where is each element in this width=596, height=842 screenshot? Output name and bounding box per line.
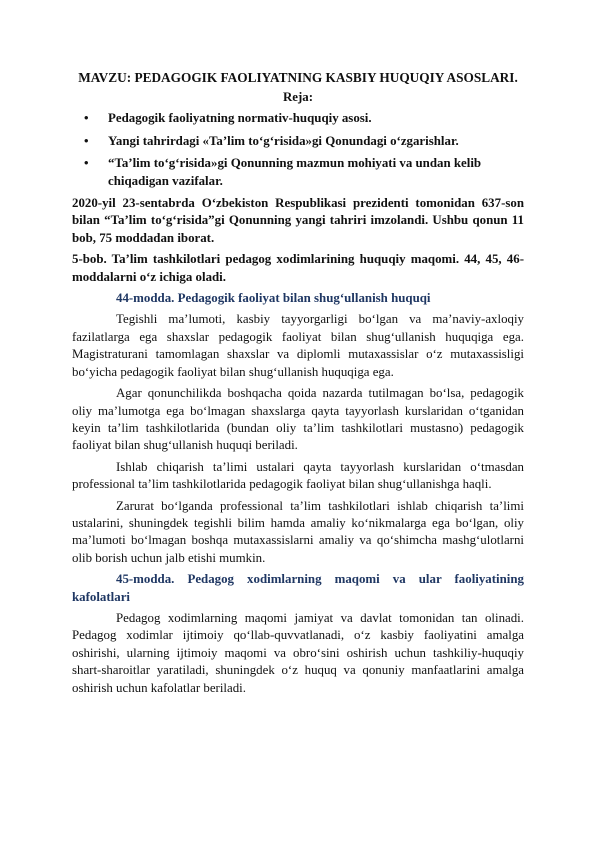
bullet-icon: • bbox=[84, 133, 89, 148]
article-45-heading: 45-modda. Pedagog xodimlarning maqomi va ular faoliyatining kafolatlari bbox=[72, 572, 524, 604]
plan-item bbox=[72, 155, 524, 190]
document-body bbox=[72, 69, 524, 701]
bullet-icon: • bbox=[84, 156, 89, 171]
plan-item-text: Pedagogik faoliyatning normativ-huquqiy asosi. bbox=[108, 111, 372, 126]
plan-item bbox=[72, 133, 524, 150]
plan-item-text: Yangi tahrirdagi «Ta’lim to‘g‘risida»gi Qonundagi o‘zgarishlar. bbox=[108, 133, 459, 148]
plan-list bbox=[72, 110, 524, 190]
document-title: MAVZU: PEDAGOGIK FAOLIYATNING KASBIY HUQUQIY ASOSLARI. bbox=[78, 70, 518, 85]
article-44-paragraph: Tegishli ma’lumoti, kasbiy tayyorgarligi bo‘lgan va ma’naviy-axloqiy fazilatlarga ega shaxslar pedagogik faoliyat bilan shug‘ullanish huquqiga ega. Magistraturani tamomlagan shaxslar va diplomli mutaxassislar o‘z mutaxassisligi bo‘yicha pedagogik faoliyat bilan shug‘ullanish huquqiga ega. bbox=[72, 312, 524, 379]
article-44-paragraph: Zarurat bo‘lganda professional ta’lim tashkilotlari ishlab chiqarish ta’limi ustalarini, shuningdek tegishli bilim hamda amaliy ko‘nikmalarga ega bo‘lgan, oliy ma’lumoti bo‘lmagan boshqa mutaxassislarni amaliy va qo‘shimcha mashg‘ulotlarni olib borish uchun jalb etishi mumkin. bbox=[72, 498, 524, 565]
intro-paragraph: 2020-yil 23-sentabrda O‘zbekiston Respublikasi prezidenti tomonidan 637-son bilan “Ta’lim to‘g‘risida”gi Qonunning yangi tahriri imzolandi. Ushbu qonun 11 bob, 75 moddadan iborat. bbox=[72, 196, 524, 245]
plan-label: Reja: bbox=[282, 90, 314, 104]
chapter-paragraph: 5-bob. Ta’lim tashkilotlari pedagog xodimlarining huquqiy maqomi. 44, 45, 46-moddalarni o‘z ichiga oladi. bbox=[72, 252, 524, 284]
article-44-paragraph: Agar qonunchilikda boshqacha qoida nazarda tutilmagan bo‘lsa, pedagogik oliy ma’lumotga ega bo‘lmagan shaxslarga qayta tayyorlash kurslaridan o‘tganidan keyin ta’lim tashkilotlarida (bundan oliy ta’lim tashkilotlari mustasno) pedagogik faoliyat bilan shug‘ullanish huquqi beriladi. bbox=[72, 386, 524, 453]
article-44-heading: 44-modda. Pedagogik faoliyat bilan shug‘ullanish huquqi bbox=[116, 291, 431, 306]
plan-item-text: “Ta’lim to‘g‘risida»gi Qonunning mazmun mohiyati va undan kelib chiqadigan vazifalar. bbox=[108, 156, 482, 188]
bullet-icon: • bbox=[84, 111, 89, 126]
plan-item bbox=[72, 110, 524, 127]
article-44-paragraph: Ishlab chiqarish ta’limi ustalari qayta tayyorlash kurslaridan o‘tmasdan professional ta’lim tashkilotlarida pedagogik faoliyat bilan shug‘ullanishga haqli. bbox=[72, 459, 524, 492]
article-45-paragraph: Pedagog xodimlarning maqomi jamiyat va davlat tomonidan tan olinadi. Pedagog xodimlar ijtimoiy qo‘llab-quvvatlanadi, o‘z kasbiy faoliyatini amalga oshirishi, ularning ijtimoiy maqomi va obro‘sini oshirish uchun tashkiliy-huquqiy shart-sharoitlar yaratiladi, shuningdek o‘z huquq va qonuniy manfaatlarini amalga oshirish uchun kafolatlar beriladi. bbox=[72, 610, 524, 695]
